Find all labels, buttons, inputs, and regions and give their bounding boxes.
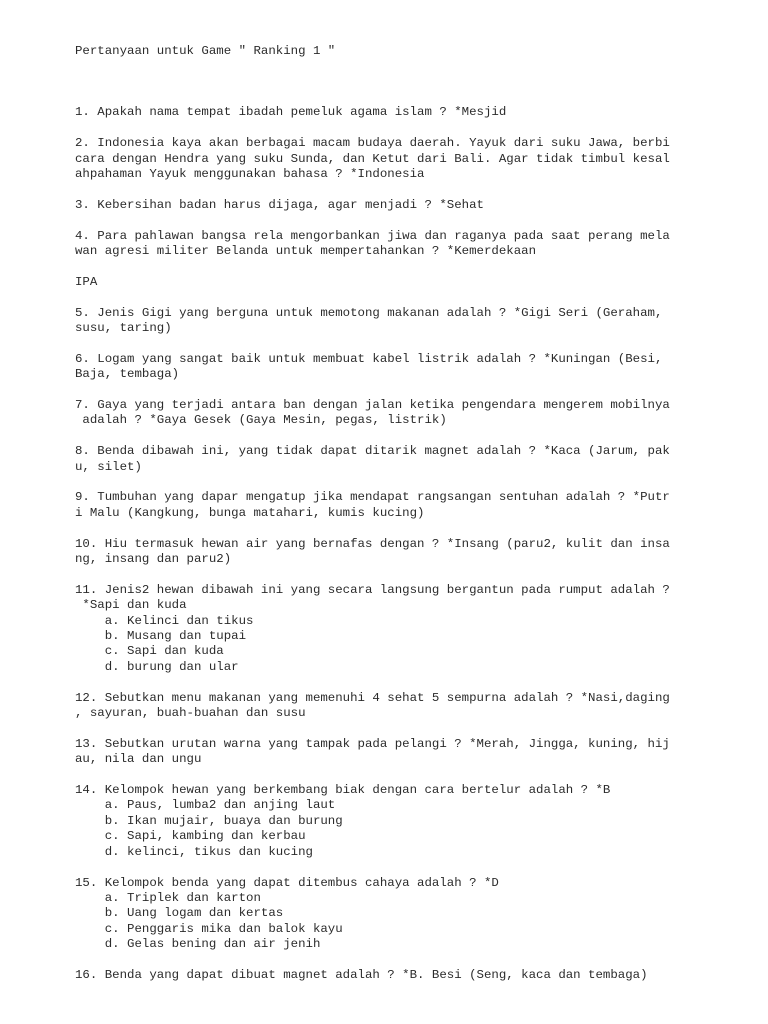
question-paragraph [75,398,695,429]
text-line: 8. Benda dibawah ini, yang tidak dapat ditarik magnet adalah ? *Kaca (Jarum, pak [75,444,670,459]
question-paragraph [75,783,695,860]
text-line: d. Gelas bening dan air jenih [75,937,321,952]
text-line: 16. Benda yang dapat dibuat magnet adalah ? *B. Besi (Seng, kaca dan tembaga) [75,967,648,982]
text-line: b. Uang logam dan kertas [75,906,284,921]
text-line: c. Sapi dan kuda [75,644,224,659]
text-line: 14. Kelompok hewan yang berkembang biak dengan cara bertelur adalah ? *B [75,783,611,798]
text-line: b. Ikan mujair, buaya dan burung [75,813,343,828]
text-line: 6. Logam yang sangat baik untuk membuat kabel listrik adalah ? *Kuningan (Besi, [75,351,663,366]
question-paragraph [75,136,695,182]
question-paragraph [75,306,695,337]
question-paragraph [75,105,695,120]
text-line: d. kelinci, tikus dan kucing [75,844,313,859]
text-line: a. Paus, lumba2 dan anjing laut [75,798,336,813]
text-line: ahpahaman Yayuk menggunakan bahasa ? *Indonesia [75,167,425,182]
text-line: b. Musang dan tupai [75,629,247,644]
question-paragraph [75,583,695,675]
document-page [75,13,695,1014]
question-paragraph [75,691,695,722]
question-paragraph [75,968,695,983]
text-line: 2. Indonesia kaya akan berbagai macam budaya daerah. Yayuk dari suku Jawa, berbi [75,136,670,151]
text-line: i Malu (Kangkung, bunga matahari, kumis kucing) [75,505,425,520]
text-line: Baja, tembaga) [75,367,180,382]
text-line: *Sapi dan kuda [75,598,187,613]
text-line: u, silet) [75,459,142,474]
title-line: Pertanyaan untuk Game " Ranking 1 " [75,43,336,58]
text-line: 11. Jenis2 hewan dibawah ini yang secara langsung bergantun pada rumput adalah ? [75,582,670,597]
question-paragraph [75,352,695,383]
text-line: 1. Apakah nama tempat ibadah pemeluk agama islam ? *Mesjid [75,105,507,120]
text-line: 3. Kebersihan badan harus dijaga, agar menjadi ? *Sehat [75,197,484,212]
text-line: 10. Hiu termasuk hewan air yang bernafas dengan ? *Insang (paru2, kulit dan insa [75,536,670,551]
text-line: 4. Para pahlawan bangsa rela mengorbankan jiwa dan raganya pada saat perang mela [75,228,670,243]
question-paragraph [75,275,695,290]
text-line: 15. Kelompok benda yang dapat ditembus cahaya adalah ? *D [75,875,499,890]
question-paragraph [75,229,695,260]
text-line: c. Penggaris mika dan balok kayu [75,921,343,936]
text-line: c. Sapi, kambing dan kerbau [75,829,306,844]
question-paragraph [75,490,695,521]
text-line: a. Triplek dan karton [75,890,261,905]
text-line: 9. Tumbuhan yang dapar mengatup jika mendapat rangsangan sentuhan adalah ? *Putr [75,490,670,505]
text-line: wan agresi militer Belanda untuk mempertahankan ? *Kemerdekaan [75,244,537,259]
text-line: cara dengan Hendra yang suku Sunda, dan Ketut dari Bali. Agar tidak timbul kesal [75,151,670,166]
text-line: IPA [75,274,98,289]
text-line: au, nila dan ungu [75,752,202,767]
text-line: 12. Sebutkan menu makanan yang memenuhi 4 sehat 5 sempurna adalah ? *Nasi,daging [75,690,670,705]
text-line: a. Kelinci dan tikus [75,613,254,628]
question-paragraph [75,737,695,768]
text-line: adalah ? *Gaya Gesek (Gaya Mesin, pegas, listrik) [75,413,447,428]
text-line: 5. Jenis Gigi yang berguna untuk memotong makanan adalah ? *Gigi Seri (Geraham, [75,305,663,320]
text-line: d. burung dan ular [75,659,239,674]
document-title [75,44,695,59]
text-line: 7. Gaya yang terjadi antara ban dengan jalan ketika pengendara mengerem mobilnya [75,398,670,413]
question-paragraph [75,198,695,213]
text-line: ng, insang dan paru2) [75,552,232,567]
text-line: , sayuran, buah-buahan dan susu [75,706,306,721]
document-body [75,105,695,983]
question-paragraph [75,444,695,475]
text-line: 13. Sebutkan urutan warna yang tampak pada pelangi ? *Merah, Jingga, kuning, hij [75,736,670,751]
question-paragraph [75,537,695,568]
text-line: susu, taring) [75,321,172,336]
question-paragraph [75,876,695,953]
